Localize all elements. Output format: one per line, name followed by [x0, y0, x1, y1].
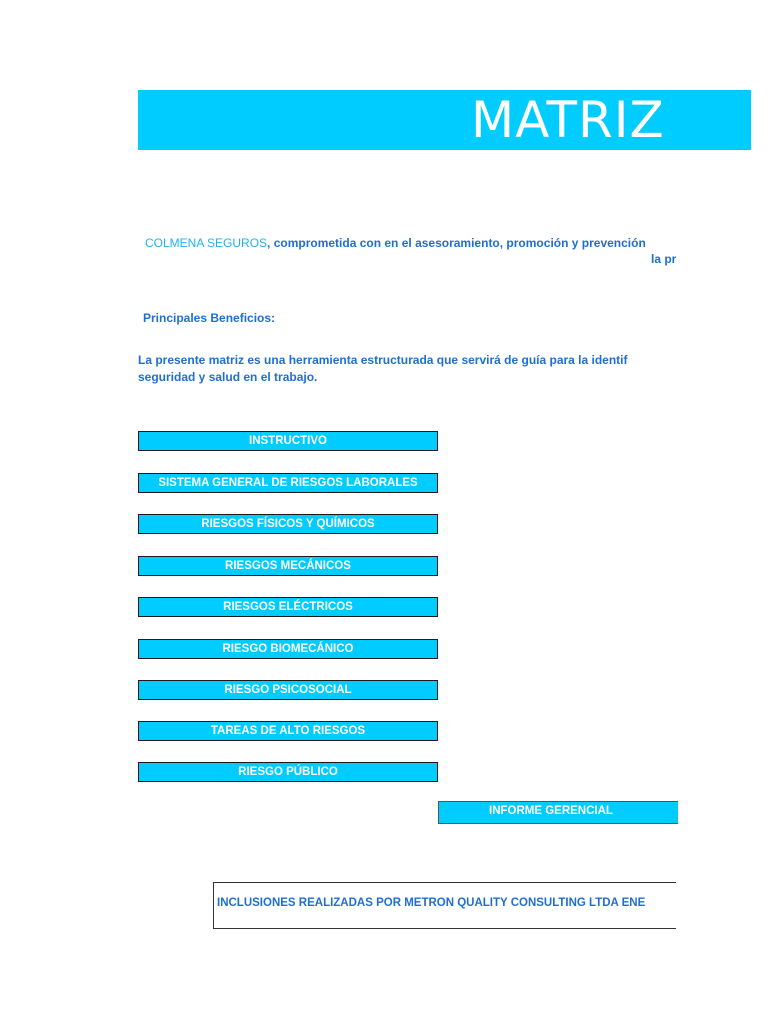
description-line1: La presente matriz es una herramienta estructurada que servirá de guía para la identif	[138, 353, 628, 367]
description-text	[138, 352, 676, 388]
riesgos-fisicos-quimicos-button[interactable]: RIESGOS FÍSICOS Y QUÍMICOS	[138, 514, 438, 534]
informe-gerencial-label: INFORME GERENCIAL	[489, 805, 613, 817]
tareas-alto-riesgo-button[interactable]: TAREAS DE ALTO RIESGOS	[138, 721, 438, 741]
riesgo-publico-button[interactable]: RIESGO PÚBLICO	[138, 762, 438, 782]
brand-name: COLMENA SEGUROS	[145, 236, 268, 250]
inclusions-text: INCLUSIONES REALIZADAS POR METRON QUALITY CONSULTING LTDA ENE	[217, 897, 646, 909]
informe-gerencial-button[interactable]	[438, 801, 678, 824]
intro-line2: la pr	[651, 252, 676, 266]
riesgo-psicosocial-button[interactable]: RIESGO PSICOSOCIAL	[138, 680, 438, 700]
description-line2: seguridad y salud en el trabajo.	[138, 370, 318, 384]
page-title: MATRIZ	[471, 91, 665, 149]
sistema-general-riesgos-button[interactable]: SISTEMA GENERAL DE RIESGOS LABORALES	[138, 473, 438, 493]
riesgo-biomecanico-button[interactable]: RIESGO BIOMECÁNICO	[138, 639, 438, 659]
title-banner	[138, 90, 751, 150]
intro-sentence: , comprometida con en el asesoramiento, promoción y prevención	[267, 236, 646, 250]
intro-text	[145, 235, 676, 269]
benefits-heading: Principales Beneficios:	[143, 311, 276, 325]
inclusions-box[interactable]	[213, 882, 676, 929]
instructivo-button[interactable]: INSTRUCTIVO	[138, 431, 438, 451]
riesgos-electricos-button[interactable]: RIESGOS ELÉCTRICOS	[138, 597, 438, 617]
riesgos-mecanicos-button[interactable]: RIESGOS MECÁNICOS	[138, 556, 438, 576]
